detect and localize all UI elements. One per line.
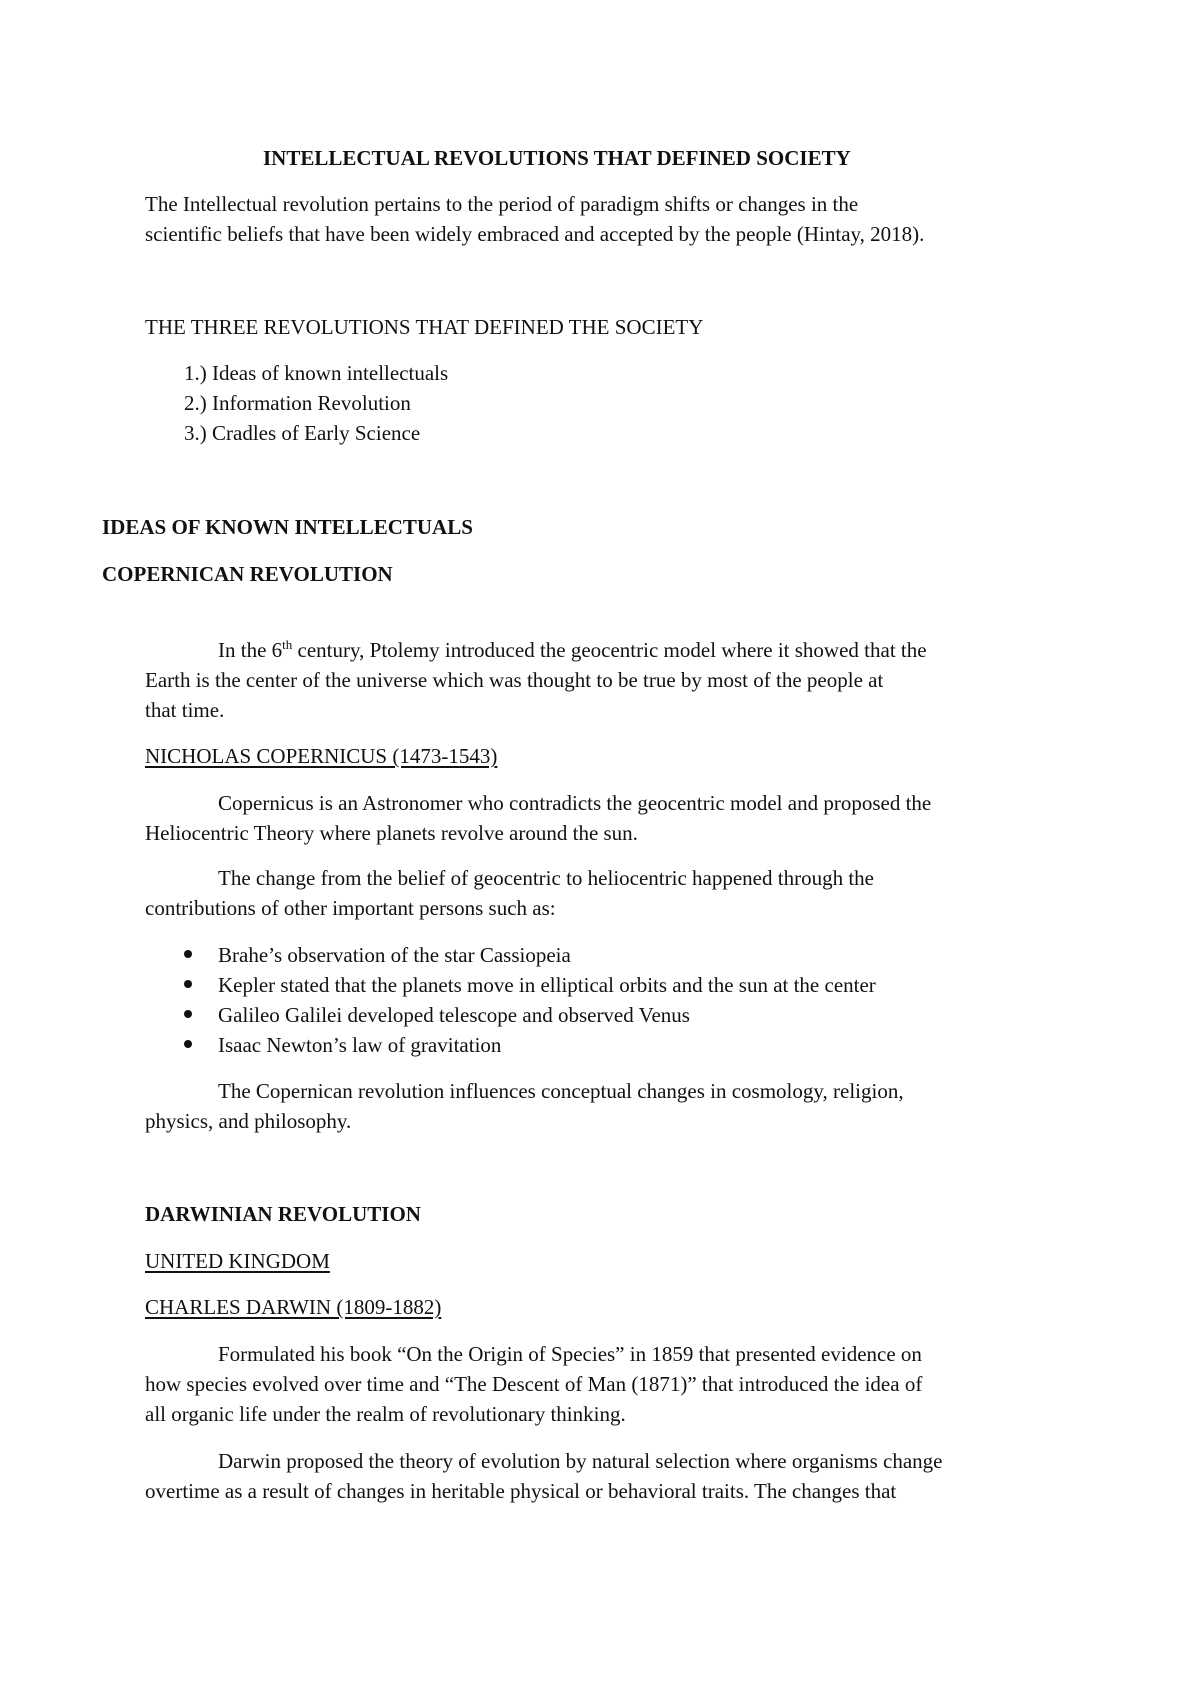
bullet-icon bbox=[184, 1040, 192, 1048]
darwinian-para1-line-2: how species evolved over time and “The Descent of Man (1871)” that introduced the idea of bbox=[145, 1372, 923, 1396]
list-item: 2.) Information Revolution bbox=[184, 391, 411, 415]
para1-text-a: In the 6 bbox=[218, 638, 283, 662]
darwinian-heading: DARWINIAN REVOLUTION bbox=[145, 1202, 421, 1226]
copernican-para2-line-2: Heliocentric Theory where planets revolve around the sun. bbox=[145, 821, 638, 845]
darwinian-para1-line-3: all organic life under the realm of revolutionary thinking. bbox=[145, 1402, 626, 1426]
copernican-para1-line-1 bbox=[218, 635, 927, 665]
copernican-para2-line-1: Copernicus is an Astronomer who contradicts the geocentric model and proposed the bbox=[218, 791, 932, 815]
darwinian-para2-line-2: overtime as a result of changes in heritable physical or behavioral traits. The changes that bbox=[145, 1479, 897, 1503]
copernicus-subheading: NICHOLAS COPERNICUS (1473-1543) bbox=[145, 744, 498, 768]
copernican-para4-line-1: The Copernican revolution influences conceptual changes in cosmology, religion, bbox=[218, 1079, 904, 1103]
list-item: Brahe’s observation of the star Cassiopeia bbox=[218, 943, 571, 967]
list-item: 1.) Ideas of known intellectuals bbox=[184, 361, 449, 385]
bullet-icon bbox=[184, 980, 192, 988]
list-item: Kepler stated that the planets move in elliptical orbits and the sun at the center bbox=[218, 973, 876, 997]
document-title: INTELLECTUAL REVOLUTIONS THAT DEFINED SOCIETY bbox=[263, 146, 851, 170]
list-item: 3.) Cradles of Early Science bbox=[184, 421, 421, 445]
list-item: Isaac Newton’s law of gravitation bbox=[218, 1033, 502, 1057]
copernican-para4-line-2: physics, and philosophy. bbox=[145, 1109, 352, 1133]
intro-line-1: The Intellectual revolution pertains to the period of paradigm shifts or changes in the bbox=[145, 192, 859, 216]
darwin-subheading: CHARLES DARWIN (1809-1882) bbox=[145, 1295, 442, 1319]
list-item: Galileo Galilei developed telescope and observed Venus bbox=[218, 1003, 690, 1027]
copernican-para3-line-1: The change from the belief of geocentric to heliocentric happened through the bbox=[218, 866, 874, 890]
copernican-para1-line-2: Earth is the center of the universe which was thought to be true by most of the people at bbox=[145, 668, 884, 692]
three-revolutions-heading: THE THREE REVOLUTIONS THAT DEFINED THE SOCIETY bbox=[145, 315, 704, 339]
darwinian-para1-line-1: Formulated his book “On the Origin of Species” in 1859 that presented evidence on bbox=[218, 1342, 922, 1366]
copernican-heading: COPERNICAN REVOLUTION bbox=[102, 562, 393, 586]
intro-line-2: scientific beliefs that have been widely embraced and accepted by the people (Hintay, 2018). bbox=[145, 222, 925, 246]
copernican-para3-line-2: contributions of other important persons such as: bbox=[145, 896, 556, 920]
bullet-icon bbox=[184, 1010, 192, 1018]
darwinian-country: UNITED KINGDOM bbox=[145, 1249, 330, 1273]
darwinian-para2-line-1: Darwin proposed the theory of evolution by natural selection where organisms change bbox=[218, 1449, 943, 1473]
copernican-para1-line-3: that time. bbox=[145, 698, 225, 722]
para1-text-b: century, Ptolemy introduced the geocentric model where it showed that the bbox=[292, 638, 927, 662]
para1-ordinal-suffix: th bbox=[282, 637, 293, 652]
bullet-icon bbox=[184, 950, 192, 958]
ideas-heading: IDEAS OF KNOWN INTELLECTUALS bbox=[102, 515, 473, 539]
